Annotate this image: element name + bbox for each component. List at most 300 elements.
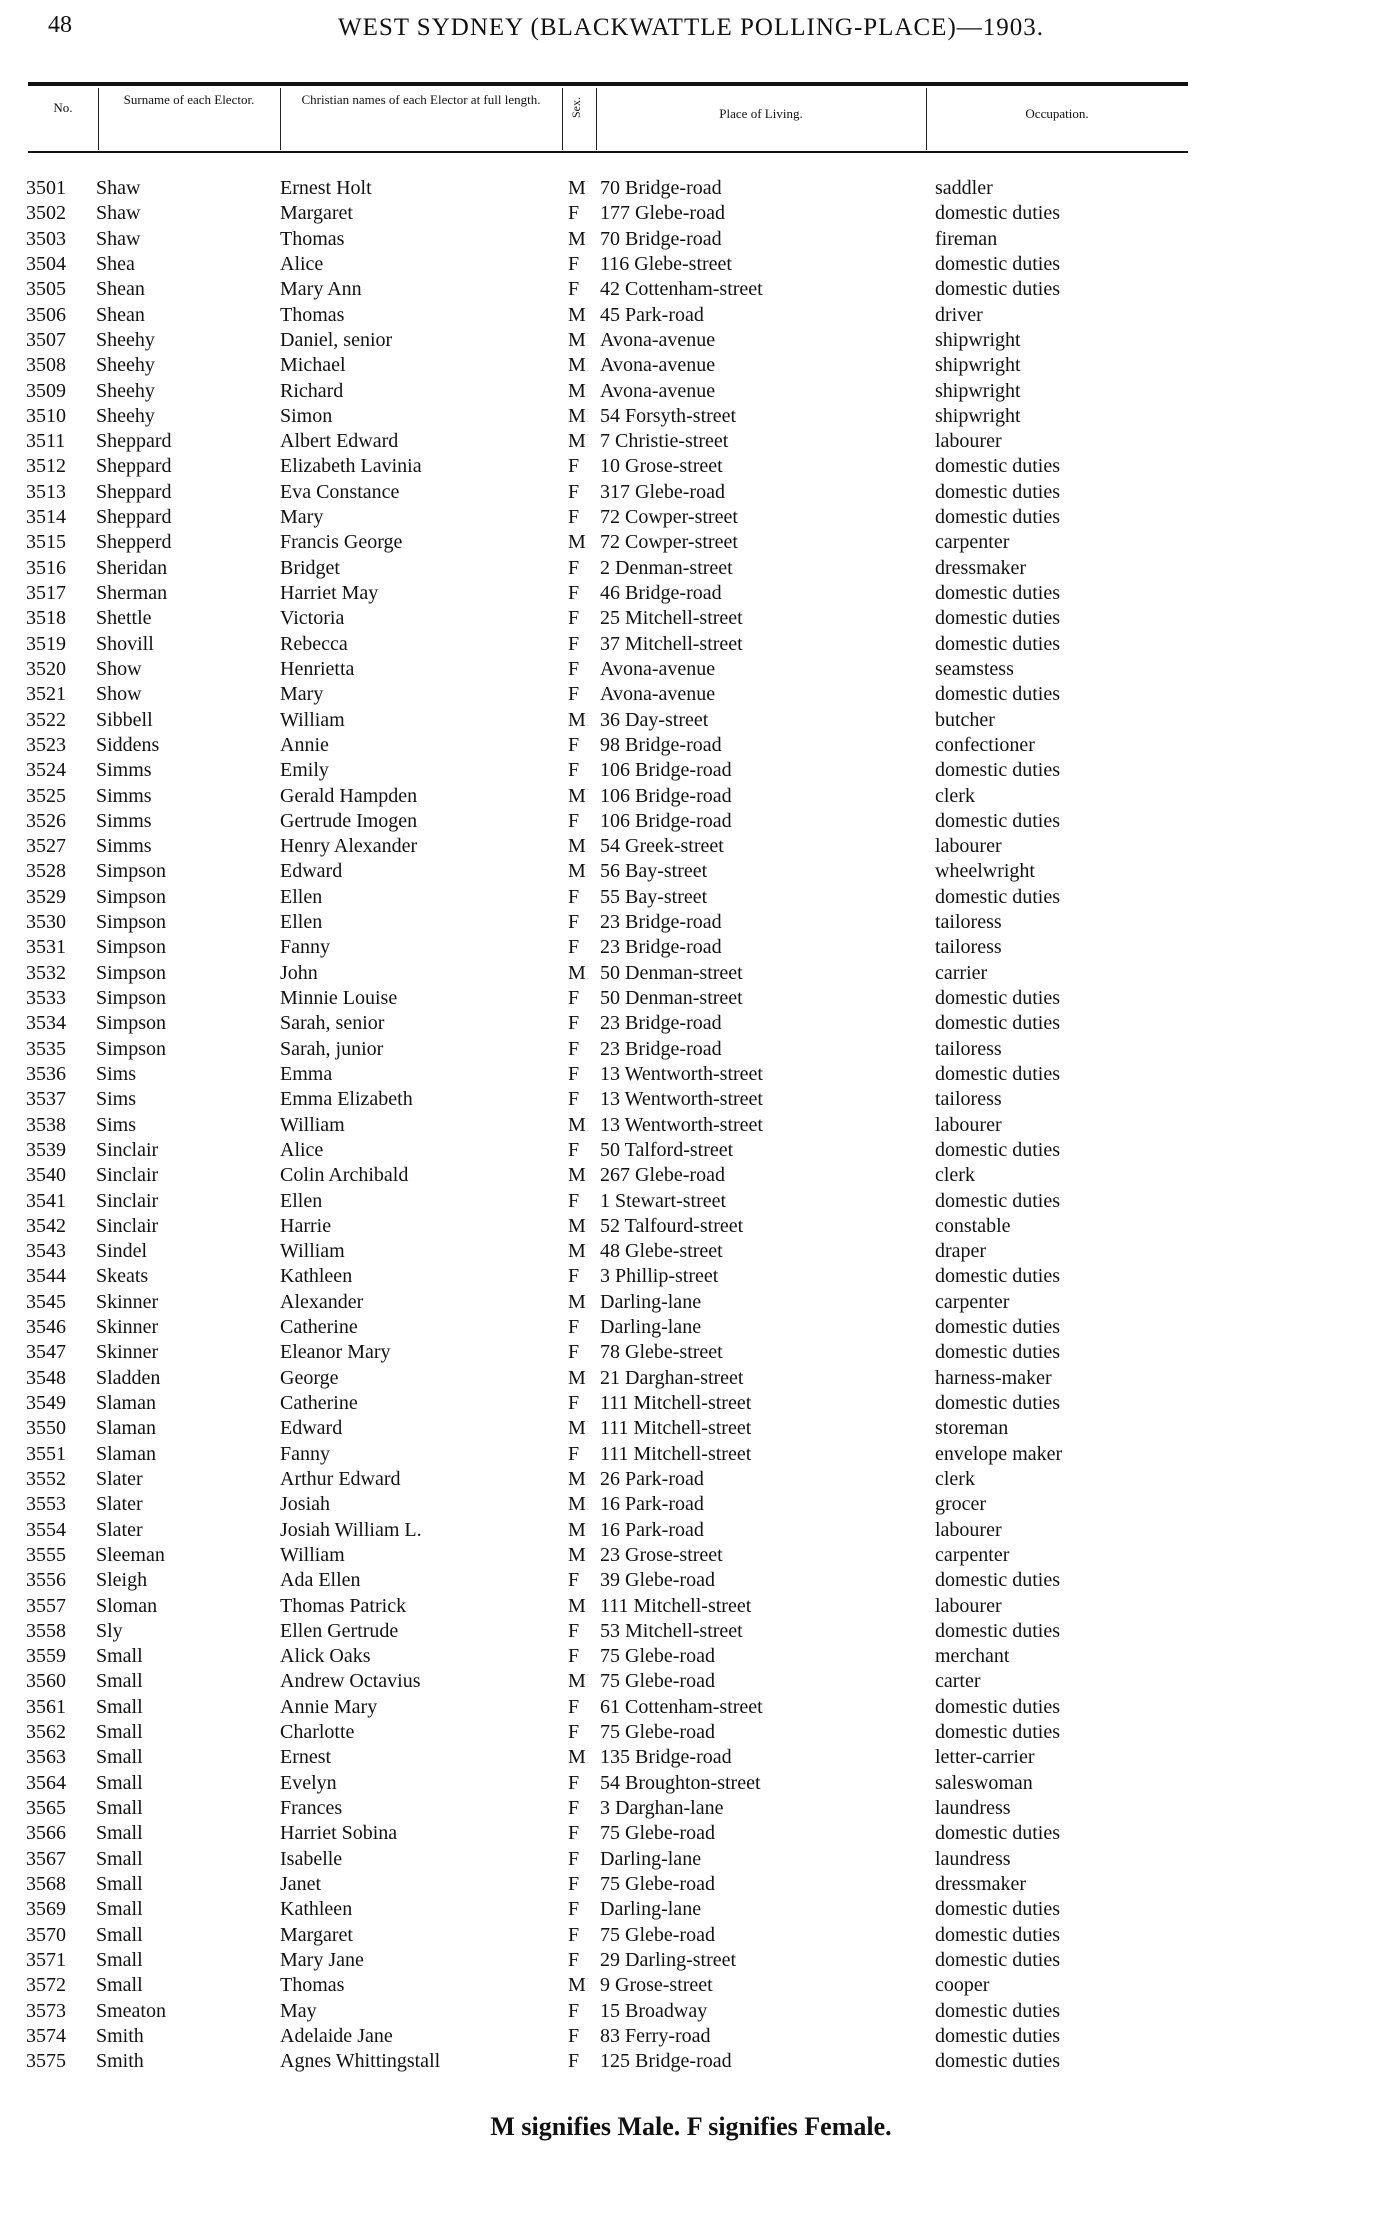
elector-christian-names: May xyxy=(280,1999,317,2022)
elector-christian-names: Emma Elizabeth xyxy=(280,1088,413,1111)
elector-occupation: domestic duties xyxy=(935,1189,1060,1212)
elector-surname: Simpson xyxy=(96,911,167,934)
table-row xyxy=(0,935,1382,960)
elector-number: 3574 xyxy=(26,2024,66,2047)
table-row xyxy=(0,1113,1382,1138)
elector-place-of-living: 75 Glebe-road xyxy=(600,1645,715,1668)
elector-sex: F xyxy=(568,1872,580,1895)
elector-surname: Small xyxy=(96,1822,143,1845)
elector-place-of-living: 75 Glebe-road xyxy=(600,1670,715,1693)
table-row xyxy=(0,1644,1382,1669)
elector-christian-names: Janet xyxy=(280,1872,322,1895)
elector-surname: Sleigh xyxy=(96,1569,148,1592)
elector-surname: Sinclair xyxy=(96,1164,159,1187)
elector-occupation: carpenter xyxy=(935,531,1010,554)
elector-place-of-living: 317 Glebe-road xyxy=(600,480,725,503)
elector-surname: Slaman xyxy=(96,1417,156,1440)
elector-surname: Shean xyxy=(96,303,145,326)
elector-number: 3542 xyxy=(26,1214,66,1237)
elector-place-of-living: 23 Bridge-road xyxy=(600,911,722,934)
table-row xyxy=(0,1087,1382,1112)
elector-surname: Simms xyxy=(96,784,152,807)
elector-number: 3524 xyxy=(26,759,66,782)
elector-occupation: shipwright xyxy=(935,379,1021,402)
elector-sex: F xyxy=(568,506,580,529)
elector-occupation: domestic duties xyxy=(935,1138,1060,1161)
elector-surname: Simpson xyxy=(96,1037,167,1060)
elector-place-of-living: 50 Denman-street xyxy=(600,987,743,1009)
elector-surname: Sheridan xyxy=(96,556,168,579)
table-row xyxy=(0,1543,1382,1568)
elector-number: 3564 xyxy=(26,1771,66,1794)
elector-occupation: domestic duties xyxy=(935,607,1060,630)
header-bottom-rule xyxy=(28,151,1188,153)
elector-christian-names: Francis George xyxy=(280,531,403,554)
elector-christian-names: Harriet May xyxy=(280,582,379,604)
elector-occupation: domestic duties xyxy=(935,1923,1060,1946)
elector-surname: Small xyxy=(96,1847,143,1870)
table-row xyxy=(0,227,1382,252)
elector-place-of-living: 16 Park-road xyxy=(600,1493,704,1516)
elector-christian-names: Rebecca xyxy=(280,632,348,655)
elector-christian-names: Harriet Sobina xyxy=(280,1822,398,1845)
elector-occupation: domestic duties xyxy=(935,480,1060,503)
elector-occupation: domestic duties xyxy=(935,1569,1060,1592)
table-row xyxy=(0,1720,1382,1745)
elector-surname: Sladden xyxy=(96,1366,161,1389)
table-row xyxy=(0,682,1382,707)
elector-number: 3529 xyxy=(26,885,66,908)
elector-sex: F xyxy=(568,1619,580,1642)
elector-sex: F xyxy=(568,1797,580,1819)
elector-sex: F xyxy=(568,657,580,680)
elector-number: 3553 xyxy=(26,1493,66,1516)
elector-surname: Sheppard xyxy=(96,506,172,529)
table-row xyxy=(0,429,1382,454)
elector-place-of-living: 106 Bridge-road xyxy=(600,784,732,807)
elector-christian-names: Thomas xyxy=(280,1974,345,1997)
elector-occupation: domestic duties xyxy=(935,987,1060,1009)
elector-sex: F xyxy=(568,480,580,503)
elector-number: 3531 xyxy=(26,936,66,959)
table-row xyxy=(0,1138,1382,1163)
elector-sex: M xyxy=(568,1493,586,1516)
elector-place-of-living: 50 Denman-street xyxy=(600,961,743,984)
elector-number: 3514 xyxy=(26,506,66,529)
elector-sex: F xyxy=(568,582,580,604)
elector-occupation: confectioner xyxy=(935,733,1035,756)
elector-surname: Sinclair xyxy=(96,1189,159,1212)
elector-sex: M xyxy=(568,1214,586,1237)
table-row xyxy=(0,353,1382,378)
table-row xyxy=(0,1796,1382,1821)
elector-surname: Sheppard xyxy=(96,455,172,478)
table-row xyxy=(0,1239,1382,1264)
elector-sex: F xyxy=(568,1316,580,1339)
table-row xyxy=(0,1163,1382,1188)
page-number: 48 xyxy=(48,12,72,38)
elector-surname: Smeaton xyxy=(96,1999,166,2022)
elector-christian-names: Kathleen xyxy=(280,1265,353,1288)
elector-number: 3566 xyxy=(26,1822,66,1845)
elector-place-of-living: 55 Bay-street xyxy=(600,885,708,908)
elector-surname: Sinclair xyxy=(96,1214,159,1237)
elector-surname: Skinner xyxy=(96,1341,159,1364)
elector-number: 3551 xyxy=(26,1442,66,1465)
elector-christian-names: Daniel, senior xyxy=(280,328,393,351)
elector-sex: M xyxy=(568,177,586,199)
elector-surname: Sindel xyxy=(96,1240,148,1263)
elector-sex: F xyxy=(568,1012,580,1035)
elector-number: 3538 xyxy=(26,1113,66,1136)
elector-occupation: domestic duties xyxy=(935,1948,1060,1971)
elector-sex: F xyxy=(568,278,580,301)
elector-sex: M xyxy=(568,1974,586,1997)
elector-place-of-living: 72 Cowper-street xyxy=(600,531,738,554)
elector-place-of-living: 10 Grose-street xyxy=(600,455,723,478)
elector-number: 3575 xyxy=(26,2050,66,2073)
table-row xyxy=(0,1264,1382,1289)
elector-occupation: domestic duties xyxy=(935,1265,1060,1288)
table-row xyxy=(0,606,1382,631)
elector-occupation: draper xyxy=(935,1240,987,1263)
elector-sex: F xyxy=(568,1898,580,1921)
elector-number: 3546 xyxy=(26,1316,66,1339)
table-row xyxy=(0,1366,1382,1391)
elector-surname: Shea xyxy=(96,252,135,275)
elector-surname: Simpson xyxy=(96,1012,167,1035)
elector-occupation: domestic duties xyxy=(935,1721,1060,1744)
elector-sex: M xyxy=(568,404,586,427)
elector-occupation: carpenter xyxy=(935,1543,1010,1566)
elector-occupation: tailoress xyxy=(935,1088,1002,1111)
elector-occupation: carpenter xyxy=(935,1290,1010,1313)
elector-number: 3554 xyxy=(26,1518,66,1541)
elector-number: 3537 xyxy=(26,1088,66,1111)
elector-christian-names: Edward xyxy=(280,860,343,883)
elector-christian-names: Gertrude Imogen xyxy=(280,809,418,832)
elector-sex: F xyxy=(568,733,580,756)
elector-occupation: fireman xyxy=(935,227,998,250)
elector-place-of-living: 83 Ferry-road xyxy=(600,2024,711,2047)
elector-number: 3519 xyxy=(26,632,66,655)
elector-surname: Simpson xyxy=(96,936,167,959)
elector-number: 3530 xyxy=(26,911,66,934)
elector-christian-names: Alick Oaks xyxy=(280,1645,371,1668)
table-row xyxy=(0,454,1382,479)
elector-occupation: tailoress xyxy=(935,936,1002,959)
elector-surname: Sheehy xyxy=(96,404,155,427)
elector-number: 3501 xyxy=(26,177,66,199)
table-row xyxy=(0,1999,1382,2024)
elector-number: 3502 xyxy=(26,202,66,225)
elector-place-of-living: 37 Mitchell-street xyxy=(600,632,743,655)
elector-christian-names: Henry Alexander xyxy=(280,835,418,858)
elector-sex: F xyxy=(568,1923,580,1946)
elector-sex: M xyxy=(568,1113,586,1136)
elector-place-of-living: Avona-avenue xyxy=(600,379,716,402)
elector-sex: F xyxy=(568,1037,580,1060)
elector-surname: Sheppard xyxy=(96,430,172,453)
elector-number: 3563 xyxy=(26,1746,66,1769)
elector-number: 3545 xyxy=(26,1290,66,1313)
elector-surname: Small xyxy=(96,1872,143,1895)
table-row xyxy=(0,1973,1382,1998)
elector-surname: Sims xyxy=(96,1062,137,1085)
elector-sex: M xyxy=(568,835,586,858)
header-occupation: Occupation. xyxy=(1025,106,1089,121)
elector-place-of-living: 42 Cottenham-street xyxy=(600,278,763,301)
table-row xyxy=(0,1340,1382,1365)
elector-sex: F xyxy=(568,1088,580,1111)
elector-occupation: saddler xyxy=(935,177,993,199)
elector-christian-names: Catherine xyxy=(280,1316,358,1339)
elector-occupation: clerk xyxy=(935,784,975,807)
elector-number: 3523 xyxy=(26,733,66,756)
elector-occupation: shipwright xyxy=(935,354,1021,377)
elector-christian-names: Victoria xyxy=(280,607,345,630)
elector-sex: M xyxy=(568,784,586,807)
elector-occupation: domestic duties xyxy=(935,1695,1060,1718)
table-row xyxy=(0,2049,1382,2074)
table-row xyxy=(0,834,1382,859)
elector-christian-names: Ernest Holt xyxy=(280,177,372,199)
elector-sex: M xyxy=(568,1240,586,1263)
elector-place-of-living: 15 Broadway xyxy=(600,1999,708,2022)
elector-sex: M xyxy=(568,1164,586,1187)
elector-place-of-living: 29 Darling-street xyxy=(600,1948,737,1971)
elector-place-of-living: 75 Glebe-road xyxy=(600,1872,715,1895)
elector-place-of-living: 61 Cottenham-street xyxy=(600,1695,763,1718)
elector-occupation: domestic duties xyxy=(935,1392,1060,1414)
table-row xyxy=(0,581,1382,606)
elector-number: 3559 xyxy=(26,1645,66,1668)
elector-sex: F xyxy=(568,1062,580,1085)
elector-christian-names: Eva Constance xyxy=(280,480,400,503)
elector-christian-names: Ellen xyxy=(280,1189,323,1212)
elector-christian-names: Richard xyxy=(280,379,344,402)
elector-christian-names: Emily xyxy=(280,759,329,782)
elector-surname: Slaman xyxy=(96,1392,156,1414)
elector-occupation: labourer xyxy=(935,835,1002,858)
elector-sex: F xyxy=(568,1822,580,1845)
elector-christian-names: Arthur Edward xyxy=(280,1467,401,1490)
elector-number: 3509 xyxy=(26,379,66,402)
elector-number: 3510 xyxy=(26,404,66,427)
elector-christian-names: Mary Ann xyxy=(280,278,362,301)
elector-place-of-living: 13 Wentworth-street xyxy=(600,1088,763,1111)
elector-surname: Small xyxy=(96,1645,143,1668)
electors-list xyxy=(0,176,1382,2074)
elector-occupation: domestic duties xyxy=(935,1341,1060,1364)
column-divider xyxy=(98,88,99,150)
elector-number: 3548 xyxy=(26,1366,66,1389)
elector-number: 3540 xyxy=(26,1164,66,1187)
elector-place-of-living: 13 Wentworth-street xyxy=(600,1062,763,1085)
table-row xyxy=(0,379,1382,404)
elector-surname: Shaw xyxy=(96,202,141,225)
elector-occupation: domestic duties xyxy=(935,506,1060,529)
elector-occupation: labourer xyxy=(935,430,1002,453)
elector-christian-names: William xyxy=(280,1113,345,1136)
elector-christian-names: Annie Mary xyxy=(280,1695,378,1718)
elector-place-of-living: Darling-lane xyxy=(600,1847,702,1870)
table-row xyxy=(0,252,1382,277)
elector-place-of-living: 26 Park-road xyxy=(600,1467,704,1490)
elector-sex: F xyxy=(568,607,580,630)
elector-christian-names: Colin Archibald xyxy=(280,1164,409,1187)
elector-sex: F xyxy=(568,252,580,275)
elector-sex: F xyxy=(568,1948,580,1971)
elector-sex: F xyxy=(568,809,580,832)
elector-number: 3552 xyxy=(26,1467,66,1490)
elector-place-of-living: 21 Darghan-street xyxy=(600,1366,744,1389)
elector-christian-names: Alice xyxy=(280,1138,324,1161)
elector-place-of-living: 2 Denman-street xyxy=(600,556,733,579)
elector-number: 3535 xyxy=(26,1037,66,1060)
table-row xyxy=(0,657,1382,682)
elector-number: 3544 xyxy=(26,1265,66,1288)
elector-sex: F xyxy=(568,1695,580,1718)
elector-occupation: domestic duties xyxy=(935,809,1060,832)
elector-place-of-living: 106 Bridge-road xyxy=(600,759,732,782)
table-row xyxy=(0,1062,1382,1087)
table-row xyxy=(0,1315,1382,1340)
elector-occupation: envelope maker xyxy=(935,1442,1063,1465)
elector-place-of-living: 106 Bridge-road xyxy=(600,809,732,832)
elector-number: 3527 xyxy=(26,835,66,858)
elector-sex: M xyxy=(568,1290,586,1313)
elector-place-of-living: 9 Grose-street xyxy=(600,1974,713,1997)
elector-sex: M xyxy=(568,961,586,984)
elector-surname: Slater xyxy=(96,1493,143,1516)
elector-surname: Shaw xyxy=(96,227,141,250)
elector-number: 3528 xyxy=(26,860,66,883)
elector-surname: Siddens xyxy=(96,733,160,756)
elector-number: 3505 xyxy=(26,278,66,301)
elector-surname: Small xyxy=(96,1670,143,1693)
table-row xyxy=(0,2024,1382,2049)
elector-christian-names: Bridget xyxy=(280,556,340,579)
elector-number: 3536 xyxy=(26,1062,66,1085)
elector-christian-names: Harrie xyxy=(280,1214,332,1237)
elector-surname: Smith xyxy=(96,2024,144,2047)
elector-sex: F xyxy=(568,2024,580,2047)
elector-surname: Simpson xyxy=(96,987,167,1009)
elector-occupation: domestic duties xyxy=(935,1898,1060,1921)
elector-surname: Shovill xyxy=(96,632,154,655)
elector-surname: Shaw xyxy=(96,177,141,199)
elector-place-of-living: 3 Darghan-lane xyxy=(600,1797,724,1819)
elector-sex: F xyxy=(568,1442,580,1465)
elector-place-of-living: 111 Mitchell-street xyxy=(600,1392,752,1414)
column-divider xyxy=(280,88,281,150)
elector-surname: Shean xyxy=(96,278,145,301)
elector-number: 3568 xyxy=(26,1872,66,1895)
elector-number: 3567 xyxy=(26,1847,66,1870)
elector-place-of-living: 75 Glebe-road xyxy=(600,1721,715,1744)
table-row xyxy=(0,1416,1382,1441)
elector-occupation: tailoress xyxy=(935,1037,1002,1060)
elector-number: 3525 xyxy=(26,784,66,807)
elector-place-of-living: 125 Bridge-road xyxy=(600,2050,732,2073)
table-row xyxy=(0,556,1382,581)
elector-christian-names: Albert Edward xyxy=(280,430,399,453)
elector-surname: Slaman xyxy=(96,1442,156,1465)
elector-place-of-living: 50 Talford-street xyxy=(600,1138,734,1161)
elector-occupation: labourer xyxy=(935,1113,1002,1136)
elector-place-of-living: 45 Park-road xyxy=(600,303,704,326)
elector-christian-names: Minnie Louise xyxy=(280,987,398,1009)
elector-christian-names: Alice xyxy=(280,252,324,275)
elector-christian-names: Mary Jane xyxy=(280,1948,364,1971)
elector-place-of-living: 52 Talfourd-street xyxy=(600,1214,744,1237)
elector-place-of-living: 23 Grose-street xyxy=(600,1543,723,1566)
elector-place-of-living: 16 Park-road xyxy=(600,1518,704,1541)
elector-sex: M xyxy=(568,354,586,377)
table-row xyxy=(0,1492,1382,1517)
elector-occupation: carter xyxy=(935,1670,981,1693)
table-row xyxy=(0,1872,1382,1897)
elector-christian-names: Catherine xyxy=(280,1392,358,1414)
elector-place-of-living: Avona-avenue xyxy=(600,328,716,351)
elector-place-of-living: 177 Glebe-road xyxy=(600,202,725,225)
elector-sex: F xyxy=(568,936,580,959)
elector-number: 3573 xyxy=(26,1999,66,2022)
elector-christian-names: Elizabeth Lavinia xyxy=(280,455,422,478)
elector-sex: F xyxy=(568,759,580,782)
elector-place-of-living: Darling-lane xyxy=(600,1316,702,1339)
elector-sex: M xyxy=(568,1670,586,1693)
elector-number: 3503 xyxy=(26,227,66,250)
elector-surname: Small xyxy=(96,1721,143,1744)
table-row xyxy=(0,1189,1382,1214)
elector-christian-names: Margaret xyxy=(280,202,353,225)
elector-sex: M xyxy=(568,430,586,453)
elector-sex: M xyxy=(568,1594,586,1617)
table-row xyxy=(0,733,1382,758)
elector-occupation: clerk xyxy=(935,1164,975,1187)
elector-sex: M xyxy=(568,1543,586,1566)
elector-christian-names: Ernest xyxy=(280,1746,332,1769)
table-row xyxy=(0,632,1382,657)
elector-occupation: domestic duties xyxy=(935,1999,1060,2022)
elector-number: 3565 xyxy=(26,1797,66,1819)
elector-number: 3549 xyxy=(26,1392,66,1414)
elector-number: 3520 xyxy=(26,657,66,680)
table-row xyxy=(0,708,1382,733)
elector-sex: F xyxy=(568,1265,580,1288)
table-row xyxy=(0,1568,1382,1593)
table-row xyxy=(0,1695,1382,1720)
elector-surname: Small xyxy=(96,1695,143,1718)
elector-christian-names: Eleanor Mary xyxy=(280,1341,391,1364)
elector-occupation: domestic duties xyxy=(935,1062,1060,1085)
elector-christian-names: Andrew Octavius xyxy=(280,1670,421,1693)
elector-christian-names: Thomas Patrick xyxy=(280,1594,407,1617)
elector-place-of-living: 25 Mitchell-street xyxy=(600,607,743,630)
elector-occupation: labourer xyxy=(935,1518,1002,1541)
elector-sex: F xyxy=(568,1569,580,1592)
table-row xyxy=(0,859,1382,884)
elector-surname: Small xyxy=(96,1797,143,1819)
elector-occupation: constable xyxy=(935,1214,1011,1237)
elector-number: 3511 xyxy=(26,430,66,453)
elector-christian-names: Josiah William L. xyxy=(280,1518,422,1541)
elector-sex: F xyxy=(568,1721,580,1744)
elector-christian-names: Ellen Gertrude xyxy=(280,1619,399,1642)
elector-christian-names: Agnes Whittingstall xyxy=(280,2050,441,2073)
